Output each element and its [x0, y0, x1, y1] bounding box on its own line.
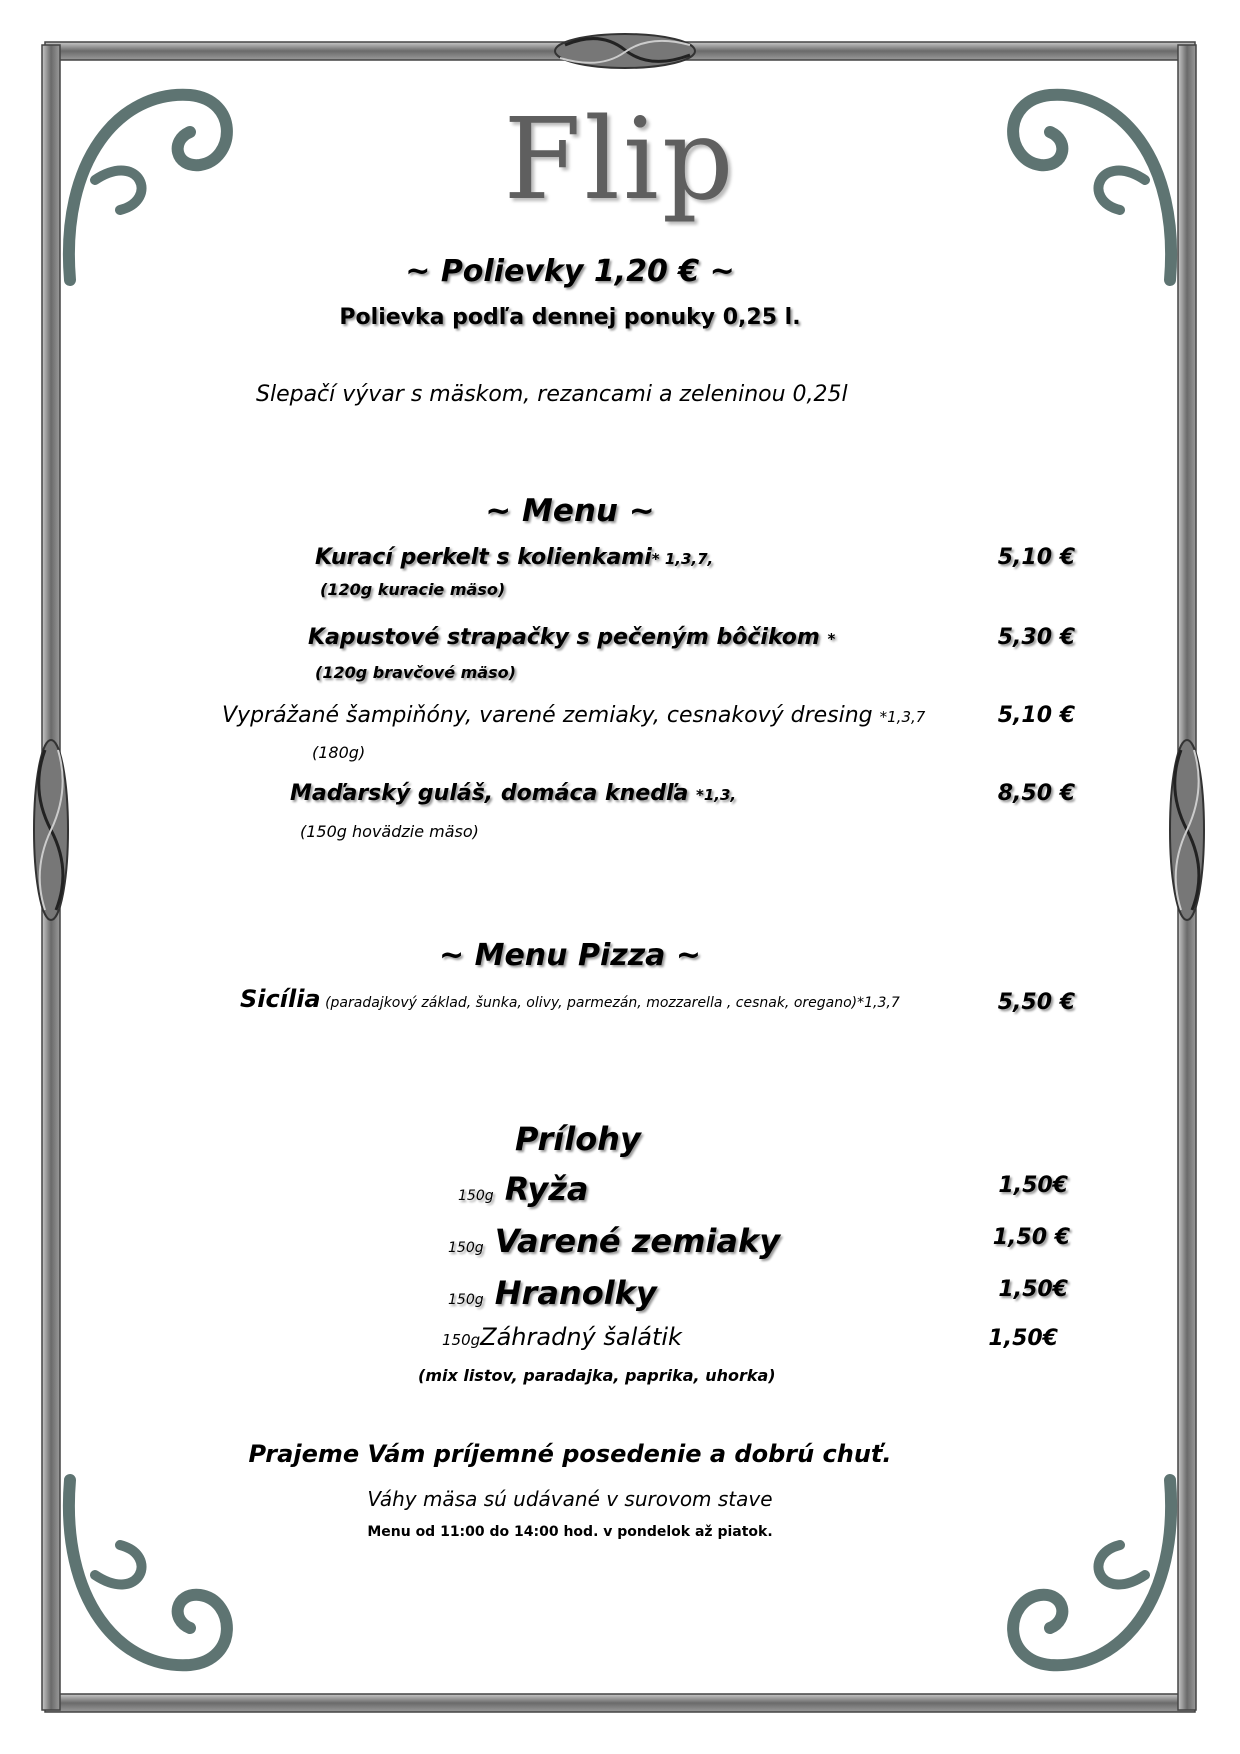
menu-item-price: 5,10 € — [997, 545, 1075, 570]
side-item — [448, 1274, 657, 1312]
salad-note: (mix listov, paradajka, paprika, uhorka) — [418, 1366, 776, 1385]
footer-wish: Prajeme Vám príjemné posedenie a dobrú chuť. — [248, 1440, 892, 1468]
restaurant-name: Flip — [503, 95, 737, 225]
menu-item-note: (180g) — [312, 743, 366, 762]
menu-item-note: (150g hovädzie mäso) — [300, 822, 479, 841]
pizza-price: 5,50 € — [997, 990, 1075, 1015]
menu-item-title: Kurací perkelt s kolienkami — [315, 545, 652, 570]
side-weight: 150g — [448, 1292, 484, 1308]
side-price: 1,50€ — [998, 1277, 1068, 1302]
side-weight: 150g — [442, 1331, 481, 1349]
menu-item-price: 5,30 € — [997, 625, 1075, 650]
soups-heading: ~ Polievky 1,20 € ~ — [405, 254, 735, 289]
pizza-heading: ~ Menu Pizza ~ — [439, 938, 701, 973]
weights-note: Váhy mäsa sú udávané v surovom stave — [367, 1487, 773, 1511]
opening-hours: Menu od 11:00 do 14:00 hod. v pondelok až piatok. — [367, 1524, 773, 1540]
menu-item-allergens: * 1,3,7, — [651, 550, 714, 568]
pizza-allergens: *1,3,7 — [857, 995, 900, 1011]
menu-item-price: 5,10 € — [997, 703, 1075, 728]
side-name: Varené zemiaky — [494, 1222, 781, 1260]
menu-item-title: Vyprážané šampiňóny, varené zemiaky, cesnakový dresing — [222, 703, 880, 728]
soup-item: Slepačí vývar s mäskom, rezancami a zeleninou 0,25l — [256, 382, 848, 407]
pizza-name: Sicília — [240, 985, 321, 1013]
side-weight: 150g — [458, 1188, 494, 1204]
menu-heading: ~ Menu ~ — [485, 493, 655, 529]
menu-item-note: (120g kuracie mäso) — [320, 580, 506, 599]
sides-heading: Prílohy — [515, 1120, 641, 1158]
menu-item-name — [308, 625, 835, 650]
soups-subtitle: Polievka podľa dennej ponuky 0,25 l. — [339, 305, 801, 330]
menu-item-allergens: *1,3, — [696, 786, 737, 804]
side-price: 1,50 € — [992, 1225, 1070, 1250]
menu-item-title: Kapustové strapačky s pečeným bôčikom — [308, 625, 828, 650]
corner-scrolls — [69, 95, 1171, 1666]
side-price: 1,50€ — [988, 1326, 1058, 1351]
pizza-item — [240, 985, 900, 1013]
side-name: Záhradný šalátik — [480, 1323, 682, 1351]
side-name: Hranolky — [494, 1274, 657, 1312]
side-item — [448, 1222, 780, 1260]
menu-item-allergens: * — [827, 630, 836, 648]
menu-item-name — [290, 781, 736, 806]
menu-item-allergens: *1,3,7 — [879, 708, 926, 726]
side-weight: 150g — [448, 1240, 484, 1256]
menu-item-name — [315, 545, 713, 570]
side-item — [442, 1323, 682, 1351]
menu-item-price: 8,50 € — [997, 781, 1075, 806]
side-name: Ryža — [504, 1170, 589, 1208]
menu-item-title: Maďarský guláš, domáca knedľa — [290, 781, 697, 806]
side-price: 1,50€ — [998, 1173, 1068, 1198]
menu-item-name — [222, 703, 925, 728]
menu-item-note: (120g bravčové mäso) — [315, 663, 516, 682]
pizza-ingredients: (paradajkový základ, šunka, olivy, parmezán, mozzarella , cesnak, oregano) — [320, 995, 858, 1011]
side-item — [458, 1170, 588, 1208]
